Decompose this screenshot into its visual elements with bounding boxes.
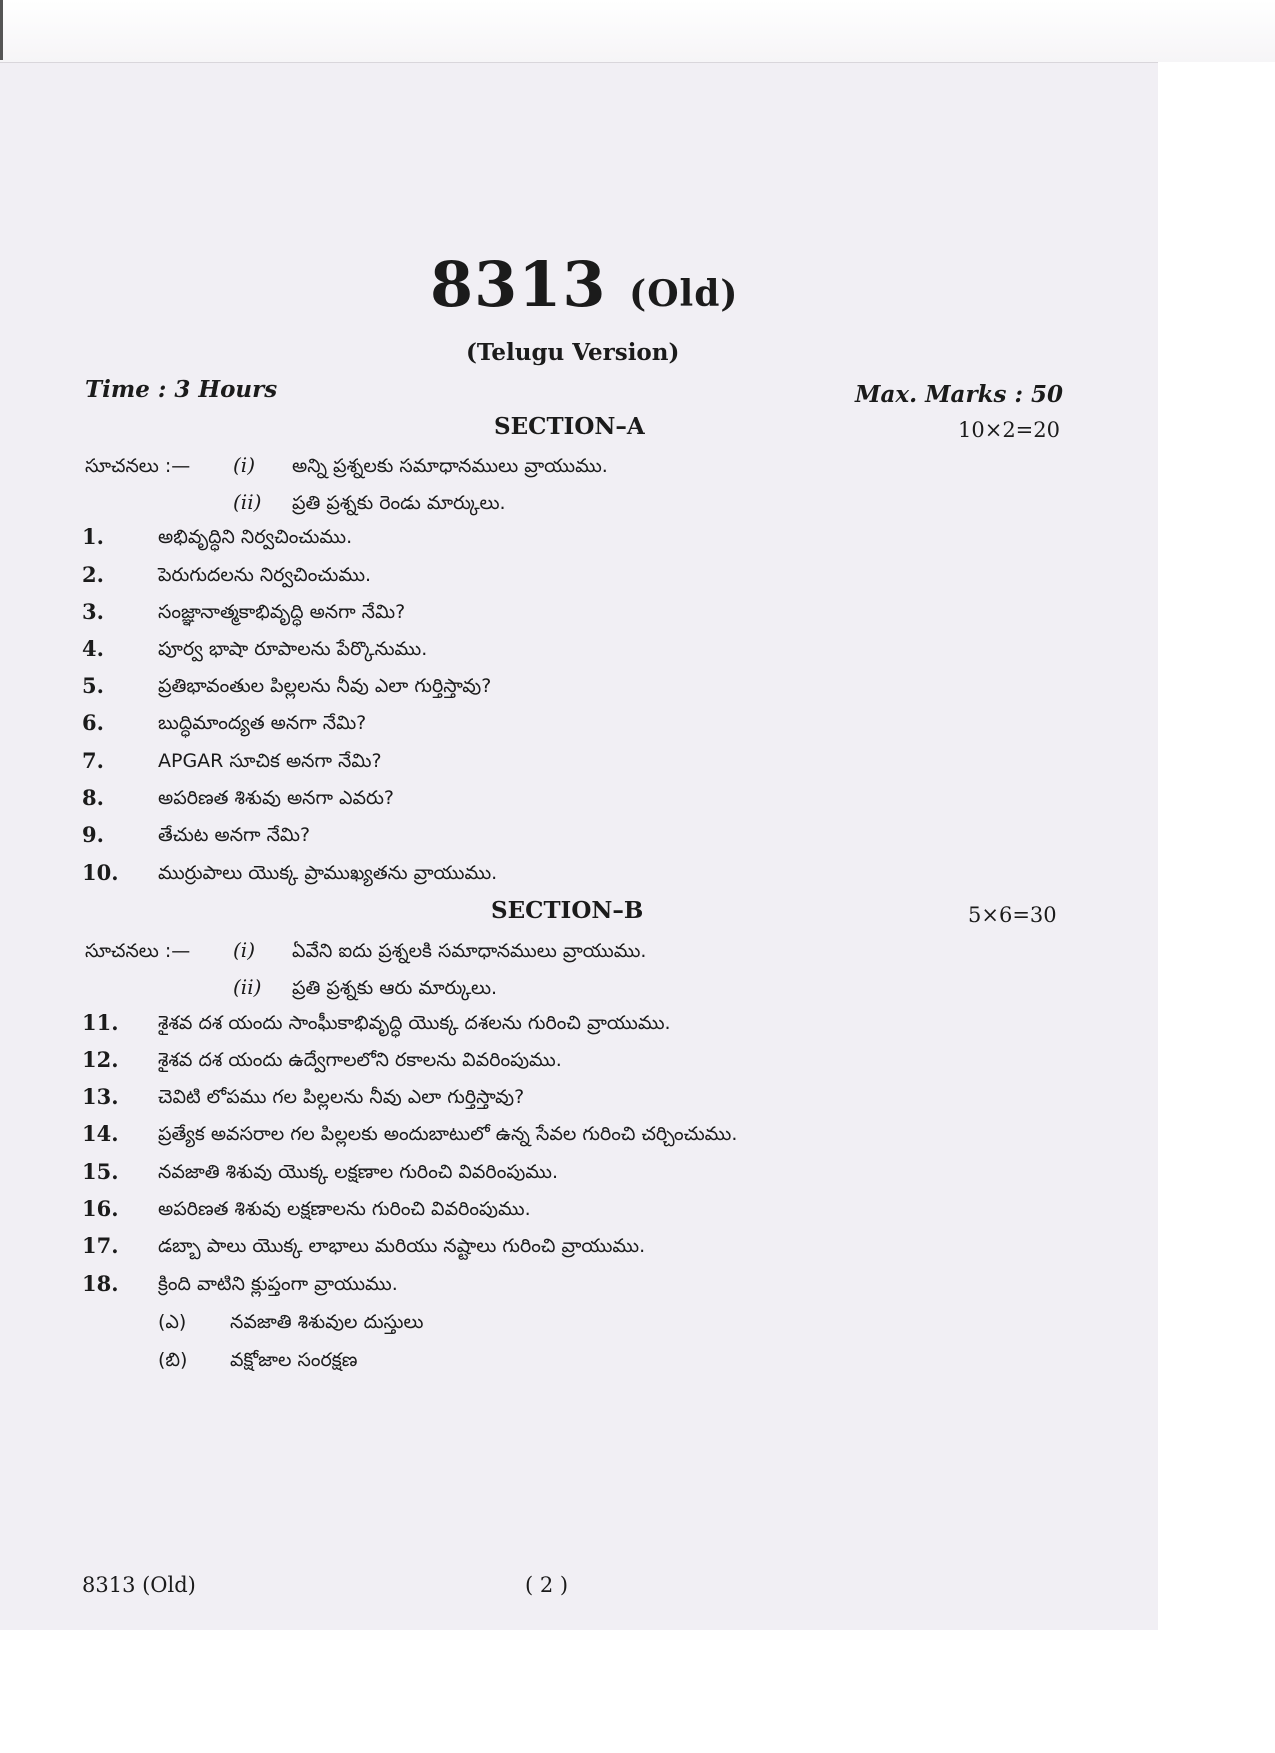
- question-text: శైశవ దశ యందు ఉద్వేగాలలోని రకాలను వివరింపుము.: [158, 1049, 562, 1071]
- instruction-text: ప్రతి ప్రశ్నకు ఆరు మార్కులు.: [292, 977, 498, 999]
- question-text: అపరిణత శిశువు లక్షణాలను గురించి వివరింపుము.: [158, 1198, 531, 1220]
- question-text: అపరిణత శిశువు అనగా ఎవరు?: [158, 787, 394, 809]
- max-marks-label: Max. Marks : 50: [855, 381, 1063, 408]
- question-text: ప్రత్యేక అవసరాల గల పిల్లలకు అందుబాటులో ఉన్న సేవల గురించి చర్చించుము.: [158, 1123, 738, 1145]
- question-number: 9.: [82, 822, 104, 847]
- instruction-number: (i): [233, 453, 256, 477]
- question-text: సంజ్ఞానాత్మకాభివృద్ధి అనగా నేమి?: [158, 601, 406, 623]
- sub-item-label: (ఎ): [158, 1311, 187, 1333]
- question-text: నవజాతి శిశువు యొక్క లక్షణాల గురించి వివరింపుము.: [158, 1161, 559, 1183]
- section-b-marks: 5×6=30: [968, 903, 1057, 927]
- sub-item-label: (బి): [158, 1349, 188, 1371]
- question-text: ముర్రుపాలు యొక్క ప్రాముఖ్యతను వ్రాయుము.: [158, 862, 498, 884]
- question-text: డబ్బా పాలు యొక్క లాభాలు మరియు నష్టాలు గురించి వ్రాయుము.: [158, 1235, 646, 1257]
- instruction-number: (i): [233, 938, 256, 962]
- question-text: APGAR సూచిక అనగా నేమి?: [158, 750, 382, 772]
- scan-border-mark: [0, 0, 3, 60]
- section-a-title: SECTION–A: [494, 413, 645, 440]
- scan-border-bottom: [0, 1630, 1275, 1753]
- sub-item-text: వక్షోజాల సంరక్షణ: [230, 1349, 358, 1371]
- question-text: పెరుగుదలను నిర్వచించుము.: [158, 564, 372, 586]
- sub-item-text: నవజాతి శిశువుల దుస్తులు: [230, 1311, 424, 1333]
- section-b-instructions-label: సూచనలు :—: [85, 940, 191, 962]
- question-number: 18.: [82, 1271, 119, 1296]
- question-number: 10.: [82, 860, 119, 885]
- question-text: ప్రతిభావంతుల పిల్లలను నీవు ఎలా గుర్తిస్తావు?: [158, 675, 492, 697]
- question-text: అభివృద్ధిని నిర్వచించుము.: [158, 526, 353, 548]
- question-text: బుద్ధిమాంద్యత అనగా నేమి?: [158, 712, 367, 734]
- paper-code: [430, 248, 738, 321]
- time-label: Time : 3 Hours: [85, 376, 278, 403]
- instruction-text: అన్ని ప్రశ్నలకు సమాధానములు వ్రాయుము.: [292, 455, 608, 477]
- section-b-title: SECTION–B: [491, 897, 644, 924]
- instruction-number: (ii): [233, 490, 262, 514]
- version-label: (Telugu Version): [466, 339, 680, 366]
- section-a-marks: 10×2=20: [958, 418, 1060, 442]
- question-number: 5.: [82, 673, 104, 698]
- question-number: 6.: [82, 710, 104, 735]
- question-number: 17.: [82, 1233, 119, 1258]
- question-number: 12.: [82, 1047, 119, 1072]
- footer-page-number: ( 2 ): [525, 1573, 569, 1597]
- question-number: 15.: [82, 1159, 119, 1184]
- instruction-number: (ii): [233, 975, 262, 999]
- question-number: 13.: [82, 1084, 119, 1109]
- question-text: శైశవ దశ యందు సాంఘీకాభివృద్ధి యొక్క దశలను గురించి వ్రాయుము.: [158, 1012, 671, 1034]
- instruction-text: ప్రతి ప్రశ్నకు రెండు మార్కులు.: [292, 492, 506, 514]
- paper-code-suffix: (Old): [629, 273, 739, 315]
- scan-border-top: [0, 0, 1275, 62]
- question-text: తేచుట అనగా నేమి?: [158, 824, 311, 846]
- footer-paper-code: 8313 (Old): [82, 1573, 196, 1597]
- paper-code-number: 8313: [430, 248, 607, 321]
- question-number: 7.: [82, 748, 104, 773]
- question-text: క్రింది వాటిని క్లుప్తంగా వ్రాయుము.: [158, 1273, 398, 1295]
- exam-page: [0, 62, 1158, 1631]
- question-number: 4.: [82, 636, 104, 661]
- question-number: 3.: [82, 599, 104, 624]
- question-number: 11.: [82, 1010, 119, 1035]
- instruction-text: ఏవేని ఐదు ప్రశ్నలకి సమాధానములు వ్రాయుము.: [292, 940, 647, 962]
- scan-border-right: [1158, 62, 1275, 1753]
- question-number: 1.: [82, 524, 104, 549]
- section-a-instructions-label: సూచనలు :—: [85, 455, 191, 477]
- question-text: పూర్వ భాషా రూపాలను పేర్కొనుము.: [158, 638, 428, 660]
- question-number: 2.: [82, 562, 104, 587]
- question-text: చెవిటి లోపము గల పిల్లలను నీవు ఎలా గుర్తిస్తావు?: [158, 1086, 525, 1108]
- question-number: 16.: [82, 1196, 119, 1221]
- question-number: 14.: [82, 1121, 119, 1146]
- question-number: 8.: [82, 785, 104, 810]
